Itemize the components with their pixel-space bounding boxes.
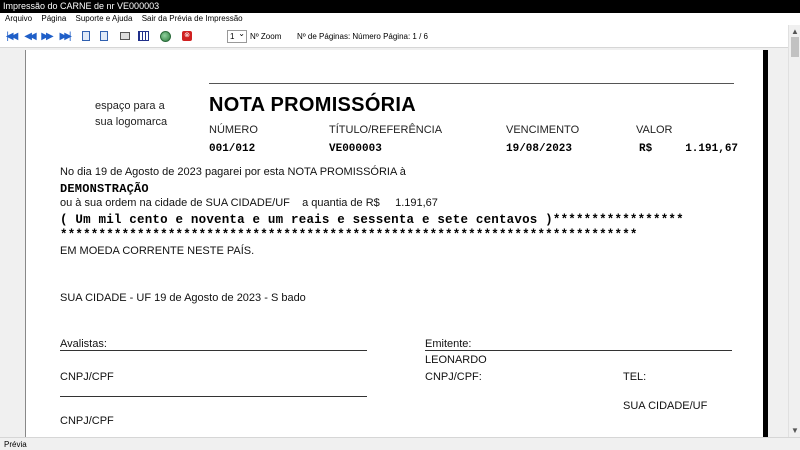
status-bar: Prévia (0, 437, 800, 450)
menu-sair-previa[interactable]: Sair da Prévia de Impressão (141, 14, 243, 23)
tel-label: TEL: (623, 371, 647, 383)
page-icon (82, 31, 90, 41)
next-page-button[interactable] (39, 29, 53, 43)
last-page-button[interactable] (57, 29, 71, 43)
emitente-cnpj-label: CNPJ/CPF: (425, 371, 482, 383)
globe-icon (160, 31, 171, 42)
emitente-city: SUA CIDADE/UF (623, 400, 708, 412)
prev-page-icon: ◀◀ (24, 30, 34, 42)
place-date-line: SUA CIDADE - UF 19 de Agosto de 2023 - S bado (60, 292, 306, 304)
header-titulo: TÍTULO/REFERÊNCIA (329, 124, 443, 136)
last-page-icon: ▶▶| (59, 30, 69, 42)
creditor-name: DEMONSTRAÇÃO (60, 182, 149, 196)
value-vencimento: 19/08/2023 (506, 143, 573, 155)
close-preview-button[interactable] (180, 29, 194, 43)
avalista-cnpj-label: CNPJ/CPF (60, 371, 114, 383)
currency-line: EM MOEDA CORRENTE NESTE PAÍS. (60, 245, 255, 257)
export-button[interactable] (158, 29, 172, 43)
emitente-name: LEONARDO (425, 354, 487, 366)
scroll-up-icon[interactable]: ▲ (791, 27, 799, 36)
next-page-icon: ▶▶ (41, 30, 51, 42)
avalista2-signature-line (60, 396, 367, 397)
first-page-icon: |◀◀ (6, 30, 16, 42)
logo-placeholder-line2: sua logomarca (95, 116, 168, 128)
page-width-icon (100, 31, 108, 41)
menu-arquivo[interactable]: Arquivo (5, 14, 33, 23)
prev-page-button[interactable] (22, 29, 36, 43)
print-button[interactable] (118, 29, 132, 43)
menu-suporte-ajuda[interactable]: Suporte e Ajuda (75, 14, 133, 23)
avalista-signature-line (60, 350, 367, 351)
menu-pagina[interactable]: Página (41, 14, 67, 23)
header-vencimento: VENCIMENTO (506, 124, 580, 136)
avalista2-cnpj-label: CNPJ/CPF (60, 415, 114, 427)
scroll-thumb[interactable] (791, 37, 799, 57)
emitente-signature-line (425, 350, 732, 351)
preview-viewport[interactable] (0, 48, 788, 437)
page-width-button[interactable] (97, 29, 111, 43)
grid-icon (138, 31, 149, 41)
page-count-label: Nº de Páginas: Número Página: 1 / 6 (297, 32, 428, 41)
avalistas-label: Avalistas: (60, 338, 107, 350)
toolbar (0, 25, 800, 48)
first-page-button[interactable] (4, 29, 18, 43)
asterisk-fill-line: *************************************************************************** (60, 228, 638, 242)
logo-placeholder-line1: espaço para a (95, 100, 165, 112)
table-view-button[interactable] (136, 29, 150, 43)
value-valor: R$ 1.191,67 (639, 143, 739, 155)
vertical-scrollbar[interactable] (788, 25, 800, 437)
zoom-select[interactable]: 1 ⌄ (227, 30, 247, 43)
document-title: NOTA PROMISSÓRIA (209, 94, 417, 116)
window-title: Impressão do CARNE de nr VE000003 (0, 0, 800, 13)
promissory-note-page (25, 50, 765, 437)
value-titulo: VE000003 (329, 143, 382, 155)
zoom-label: Nº Zoom (250, 32, 282, 41)
header-numero: NÚMERO (209, 124, 258, 136)
close-icon: ⊗ (182, 31, 192, 41)
header-valor: VALOR (636, 124, 673, 136)
payment-location-line: ou à sua ordem na cidade de SUA CIDADE/UF a quantia de R$ 1.191,67 (60, 197, 438, 209)
value-numero: 001/012 (209, 143, 256, 155)
amount-in-words: ( Um mil cento e noventa e um reais e sessenta e sete centavos )***************** (60, 213, 684, 227)
scroll-down-icon[interactable]: ▼ (791, 426, 799, 435)
single-page-button[interactable] (79, 29, 93, 43)
emitente-label: Emitente: (425, 338, 472, 350)
menu-bar (0, 13, 800, 25)
promise-line: No dia 19 de Agosto de 2023 pagarei por esta NOTA PROMISSÓRIA à (60, 166, 406, 178)
printer-icon (120, 32, 130, 40)
title-rule (209, 83, 734, 84)
